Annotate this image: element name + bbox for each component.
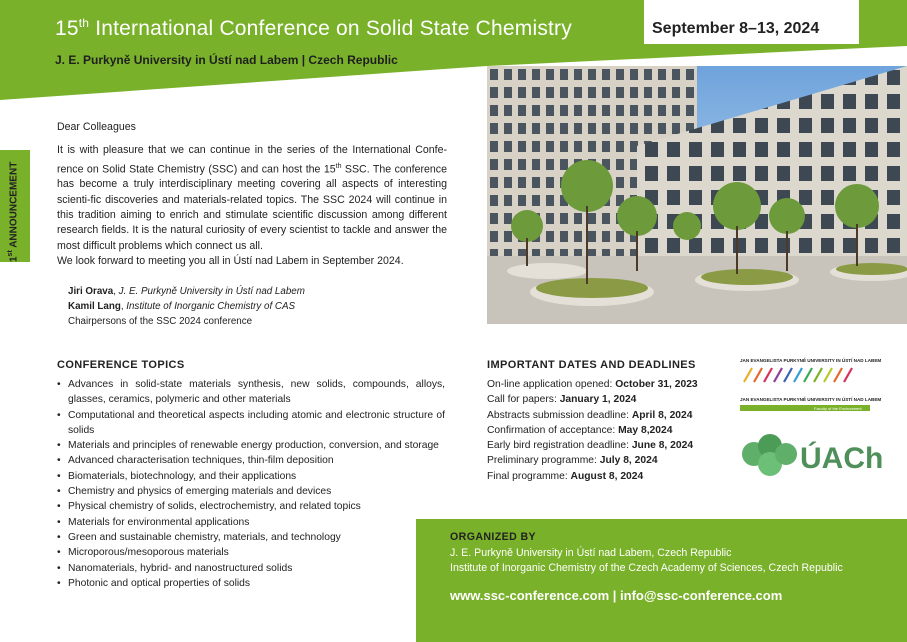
- ujep-logo-stripes: [744, 368, 852, 382]
- announcement-label: 1st ANNOUNCEMENT: [7, 161, 20, 262]
- uach-logo-text: ÚACh: [800, 442, 884, 475]
- uach-logo-mark: [742, 434, 797, 476]
- list-item: • Advances in solid-state materials synthesis, new solids, compounds, alloys, glasses, ceramics, polymeric and other materials: [57, 377, 445, 408]
- campus-photo: [487, 66, 907, 324]
- deadline-item: On-line application opened: October 31, 2023: [487, 379, 698, 390]
- list-item: • Materials and principles of renewable energy production, conversion, and storage: [57, 438, 445, 453]
- organized-heading: ORGANIZED BY: [450, 531, 537, 543]
- contact-link[interactable]: www.ssc-conference.com | info@ssc-conference.com: [450, 588, 783, 603]
- list-item: • Microporous/mesoporous materials: [57, 545, 445, 560]
- chair-role: Chairpersons of the SSC 2024 conference: [68, 316, 253, 327]
- list-item: • Computational and theoretical aspects including atomic and electronic structure of solids: [57, 408, 445, 439]
- intro-paragraph: It is with pleasure that we can continue in the series of the International Confe-rence on Solid State Chemistry (SSC) and can host the 15th SSC. The conference has become a truly interdisciplinary meeting covering all aspects of interesting scienti-fic discoveries and materials-related topics. The SSC 2024 will continue in this tradition aiming to enrich and stimulate scientific discussion among different research fields. It is the natural curiosity of every scientist to tackle and answer the most difficult problems which connect us all.: [57, 144, 447, 252]
- conference-venue: J. E. Purkyně University in Ústí nad Labem | Czech Republic: [55, 53, 398, 67]
- list-item: • Nanomaterials, hybrid- and nanostructured solids: [57, 561, 445, 576]
- organizer-line-1: J. E. Purkyně University in Ústí nad Labem, Czech Republic: [450, 547, 732, 559]
- topics-heading: CONFERENCE TOPICS: [57, 359, 185, 371]
- topics-list: [57, 377, 445, 591]
- deadline-item: Abstracts submission deadline: April 8, 2024: [487, 409, 693, 421]
- ujep-fzp-logo-text: JAN EVANGELISTA PURKYNĚ UNIVERSITY IN ÚSTÍ NAD LABEM: [740, 397, 882, 402]
- deadline-item: Final programme: August 8, 2024: [487, 470, 644, 482]
- intro-letter: [57, 120, 447, 269]
- list-item: • Materials for environmental applications: [57, 515, 445, 530]
- faculty-label: Faculty of the Environment: [814, 406, 862, 411]
- conference-dates: September 8–13, 2024: [652, 20, 820, 37]
- deadline-item: Early bird registration deadline: June 8, 2024: [487, 440, 694, 452]
- organizer-line-2: Institute of Inorganic Chemistry of the Czech Academy of Sciences, Czech Republic: [450, 562, 843, 574]
- list-item: • Chemistry and physics of emerging materials and devices: [57, 484, 445, 499]
- chair-affiliation-1: J. E. Purkyně University in Ústí nad Labem: [118, 286, 305, 297]
- deadlines-heading: IMPORTANT DATES AND DEADLINES: [487, 359, 696, 371]
- chair-name-2: Kamil Lang: [68, 301, 121, 312]
- deadlines-list: [487, 377, 698, 484]
- deadline-item: Call for papers: January 1, 2024: [487, 394, 637, 406]
- partner-logos: [740, 356, 890, 486]
- deadline-item: Preliminary programme: July 8, 2024: [487, 455, 658, 467]
- chair-name-1: Jiri Orava: [68, 286, 114, 297]
- chair-affiliation-2: Institute of Inorganic Chemistry of CAS: [126, 301, 296, 312]
- deadline-item: Confirmation of acceptance: May 8,2024: [487, 424, 673, 436]
- list-item: • Photonic and optical properties of solids: [57, 576, 445, 591]
- list-item: • Biomaterials, biotechnology, and their applications: [57, 469, 445, 484]
- signatures: Jiri Orava, J. E. Purkyně University in Ústí nad Labem Kamil Lang, Institute of Inorganic Chemistry of CAS Chairpersons of the SSC 2024 conference: [68, 286, 305, 327]
- conference-title: 15th International Conference on Solid State Chemistry: [55, 16, 572, 40]
- ujep-logo-text: JAN EVANGELISTA PURKYNĚ UNIVERSITY IN ÚSTÍ NAD LABEM: [740, 358, 882, 363]
- list-item: • Green and sustainable chemistry, materials, and technology: [57, 530, 445, 545]
- list-item: • Advanced characterisation techniques, thin-film deposition: [57, 453, 445, 468]
- greeting: Dear Colleagues: [57, 121, 136, 133]
- closing-paragraph: We look forward to meeting you all in Ústí nad Labem in September 2024.: [57, 254, 404, 267]
- list-item: • Physical chemistry of solids, electrochemistry, and related topics: [57, 499, 445, 514]
